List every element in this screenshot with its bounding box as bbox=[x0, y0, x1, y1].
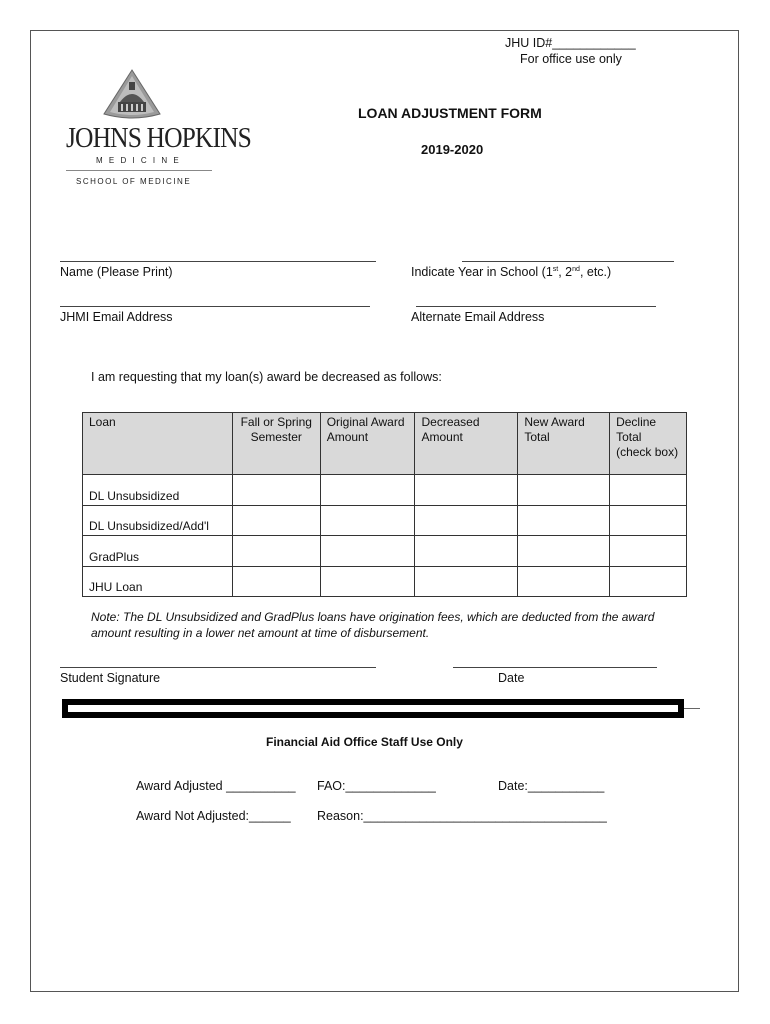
new-award-cell[interactable] bbox=[518, 566, 610, 597]
decreased-amount-cell[interactable] bbox=[415, 505, 518, 536]
header-loan: Loan bbox=[83, 413, 233, 475]
logo-name: JOHNS HOPKINS bbox=[66, 122, 251, 154]
form-year: 2019-2020 bbox=[421, 142, 484, 157]
original-amount-cell[interactable] bbox=[320, 536, 415, 567]
new-award-cell[interactable] bbox=[518, 536, 610, 567]
loan-name-cell: JHU Loan bbox=[83, 566, 233, 597]
dome-shield-icon bbox=[100, 68, 164, 120]
decreased-amount-cell[interactable] bbox=[415, 475, 518, 506]
loan-name-cell: DL Unsubsidized/Add'l bbox=[83, 505, 233, 536]
year-line[interactable] bbox=[462, 261, 674, 262]
signature-line[interactable] bbox=[60, 667, 376, 668]
reason-field[interactable]: Reason:___________________________________ bbox=[317, 809, 607, 823]
table-row bbox=[83, 505, 687, 536]
original-amount-cell[interactable] bbox=[320, 566, 415, 597]
year-label: Indicate Year in School (1st, 2nd, etc.) bbox=[411, 265, 612, 279]
loan-name-cell: DL Unsubsidized bbox=[83, 475, 233, 506]
new-award-cell[interactable] bbox=[518, 475, 610, 506]
date-line[interactable] bbox=[453, 667, 657, 668]
jhmi-email-label: JHMI Email Address bbox=[60, 310, 173, 324]
table-header-row bbox=[83, 413, 687, 475]
semester-cell[interactable] bbox=[232, 566, 320, 597]
logo-school: SCHOOL OF MEDICINE bbox=[76, 177, 192, 186]
award-not-adjusted-field[interactable]: Award Not Adjusted:______ bbox=[136, 809, 291, 823]
section-divider-tail bbox=[684, 708, 700, 709]
office-date-field[interactable]: Date:___________ bbox=[498, 779, 605, 793]
decline-checkbox-cell[interactable] bbox=[610, 505, 687, 536]
original-amount-cell[interactable] bbox=[320, 475, 415, 506]
header-semester: Fall or Spring Semester bbox=[232, 413, 320, 475]
jhmi-email-line[interactable] bbox=[60, 306, 370, 307]
alt-email-line[interactable] bbox=[416, 306, 656, 307]
loan-table bbox=[82, 412, 687, 597]
original-amount-cell[interactable] bbox=[320, 505, 415, 536]
request-text: I am requesting that my loan(s) award be decreased as follows: bbox=[91, 370, 442, 384]
student-signature-label: Student Signature bbox=[60, 671, 161, 685]
fao-field[interactable]: FAO:_____________ bbox=[317, 779, 436, 793]
table-row bbox=[83, 536, 687, 567]
form-title: LOAN ADJUSTMENT FORM bbox=[358, 105, 542, 121]
decline-checkbox-cell[interactable] bbox=[610, 566, 687, 597]
loan-name-cell: GradPlus bbox=[83, 536, 233, 567]
section-divider-inner bbox=[67, 704, 679, 713]
decreased-amount-cell[interactable] bbox=[415, 536, 518, 567]
alt-email-label: Alternate Email Address bbox=[411, 310, 545, 324]
award-adjusted-field[interactable]: Award Adjusted __________ bbox=[136, 779, 296, 793]
semester-cell[interactable] bbox=[232, 475, 320, 506]
office-use-note: For office use only bbox=[520, 52, 622, 66]
date-label: Date bbox=[498, 671, 525, 685]
office-section-title: Financial Aid Office Staff Use Only bbox=[266, 735, 463, 749]
header-decline-total: Decline Total (check box) bbox=[610, 413, 687, 475]
origination-fee-note: Note: The DL Unsubsidized and GradPlus loans have origination fees, which are deducted from the award amount resulting in a lower net amount at time of disbursement. bbox=[91, 610, 655, 640]
logo-divider bbox=[66, 170, 212, 171]
header-new-award-total: New Award Total bbox=[518, 413, 610, 475]
semester-cell[interactable] bbox=[232, 505, 320, 536]
table-row bbox=[83, 475, 687, 506]
logo-medicine: M E D I C I N E bbox=[96, 156, 181, 165]
table-row bbox=[83, 566, 687, 597]
decreased-amount-cell[interactable] bbox=[415, 566, 518, 597]
semester-cell[interactable] bbox=[232, 536, 320, 567]
decline-checkbox-cell[interactable] bbox=[610, 536, 687, 567]
jhu-id-field[interactable]: JHU ID#____________ bbox=[505, 36, 636, 50]
name-line[interactable] bbox=[60, 261, 376, 262]
name-label: Name (Please Print) bbox=[60, 265, 173, 279]
header-original-amount: Original Award Amount bbox=[320, 413, 415, 475]
header-decreased-amount: Decreased Amount bbox=[415, 413, 518, 475]
decline-checkbox-cell[interactable] bbox=[610, 475, 687, 506]
new-award-cell[interactable] bbox=[518, 505, 610, 536]
